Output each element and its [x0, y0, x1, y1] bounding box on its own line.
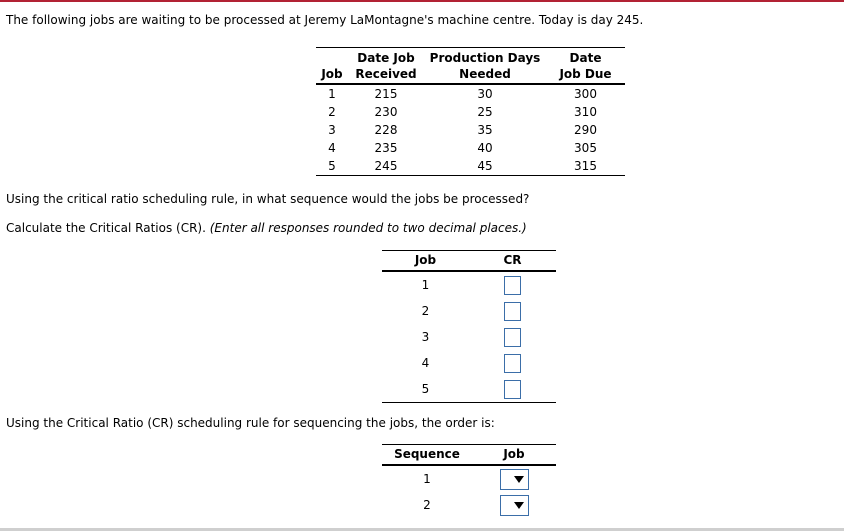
cell-received: 245 [348, 157, 424, 176]
question-sequence-text: Using the critical ratio scheduling rule, in what sequence would the jobs be processed? [6, 192, 530, 206]
cell-job: 1 [328, 87, 336, 101]
seq-cell-select-wrap [472, 492, 556, 518]
sequence-table-header [382, 445, 556, 466]
table-row [382, 350, 556, 376]
cr-header-job: Job [382, 251, 469, 272]
cell-received: 235 [374, 141, 398, 155]
cell-received: 215 [374, 87, 398, 101]
cr-input-job-3[interactable] [504, 328, 521, 347]
header-job: Job [316, 48, 348, 85]
cell-days: 45 [424, 157, 546, 176]
sequence-table [382, 444, 556, 518]
header-production-days: Production Days Needed [424, 48, 546, 85]
cr-cell-input-wrap [469, 376, 556, 403]
cr-cell-job: 5 [382, 376, 469, 403]
cr-input-job-2[interactable] [504, 302, 521, 321]
question-cr-text: Calculate the Critical Ratios (CR). [6, 221, 206, 235]
cell-received: 230 [374, 105, 398, 119]
cr-cell-input-wrap [469, 271, 556, 298]
table-row [382, 271, 556, 298]
order-text: Using the Critical Ratio (CR) scheduling rule for sequencing the jobs, the order is: [6, 416, 495, 430]
job-dropdown-1[interactable] [500, 469, 529, 490]
cr-input-job-5[interactable] [504, 380, 521, 399]
cell-due: 290 [574, 123, 597, 137]
jobs-table [316, 47, 625, 176]
cr-cell-job: 4 [421, 356, 430, 370]
seq-header-sequence: Sequence [382, 445, 472, 466]
cr-input-job-1[interactable] [504, 276, 521, 295]
cell-job: 2 [328, 105, 336, 119]
seq-cell-select-wrap [472, 465, 556, 492]
cr-cell-input-wrap [469, 324, 556, 350]
intro-text: The following jobs are waiting to be processed at Jeremy LaMontagne's machine centre. Today is day 245. [6, 13, 644, 27]
cr-cell-job: 1 [421, 278, 430, 292]
cell-job: 4 [328, 141, 336, 155]
table-row [316, 139, 625, 157]
jobs-table-header [316, 48, 625, 85]
seq-cell-number: 2 [423, 498, 431, 512]
cell-days: 30 [477, 87, 493, 101]
top-accent-rule [0, 0, 844, 2]
cr-input-job-4[interactable] [504, 354, 521, 373]
cr-cell-job: 2 [421, 304, 430, 318]
dropdown-arrow-icon [514, 476, 524, 483]
cr-header-cr: CR [469, 251, 556, 272]
cell-received: 228 [374, 123, 398, 137]
table-row [382, 492, 556, 518]
header-date-received: Date Job Received [348, 48, 424, 85]
cell-days: 35 [477, 123, 493, 137]
table-row [316, 157, 625, 176]
question-cr-note: (Enter all responses rounded to two decimal places.) [209, 221, 527, 235]
job-dropdown-2[interactable] [500, 495, 529, 516]
header-date-due: Date Job Due [546, 48, 625, 85]
cell-job: 5 [316, 157, 348, 176]
table-row [382, 376, 556, 403]
cr-table [382, 250, 556, 403]
cell-due: 300 [574, 87, 597, 101]
table-row [316, 84, 625, 103]
dropdown-arrow-icon [514, 502, 524, 509]
cell-job: 3 [328, 123, 336, 137]
cell-due: 310 [574, 105, 597, 119]
table-row [316, 121, 625, 139]
cell-due: 305 [574, 141, 597, 155]
seq-header-job: Job [472, 445, 556, 466]
table-row [382, 298, 556, 324]
seq-cell-number: 1 [423, 472, 431, 486]
cell-days: 40 [477, 141, 493, 155]
question-cr-line [6, 221, 527, 235]
table-row [316, 103, 625, 121]
cr-table-header [382, 251, 556, 272]
cr-cell-input-wrap [469, 298, 556, 324]
cr-cell-job: 3 [421, 330, 430, 344]
table-row [382, 324, 556, 350]
cr-cell-input-wrap [469, 350, 556, 376]
table-row [382, 465, 556, 492]
cell-days: 25 [477, 105, 493, 119]
cell-due: 315 [546, 157, 625, 176]
